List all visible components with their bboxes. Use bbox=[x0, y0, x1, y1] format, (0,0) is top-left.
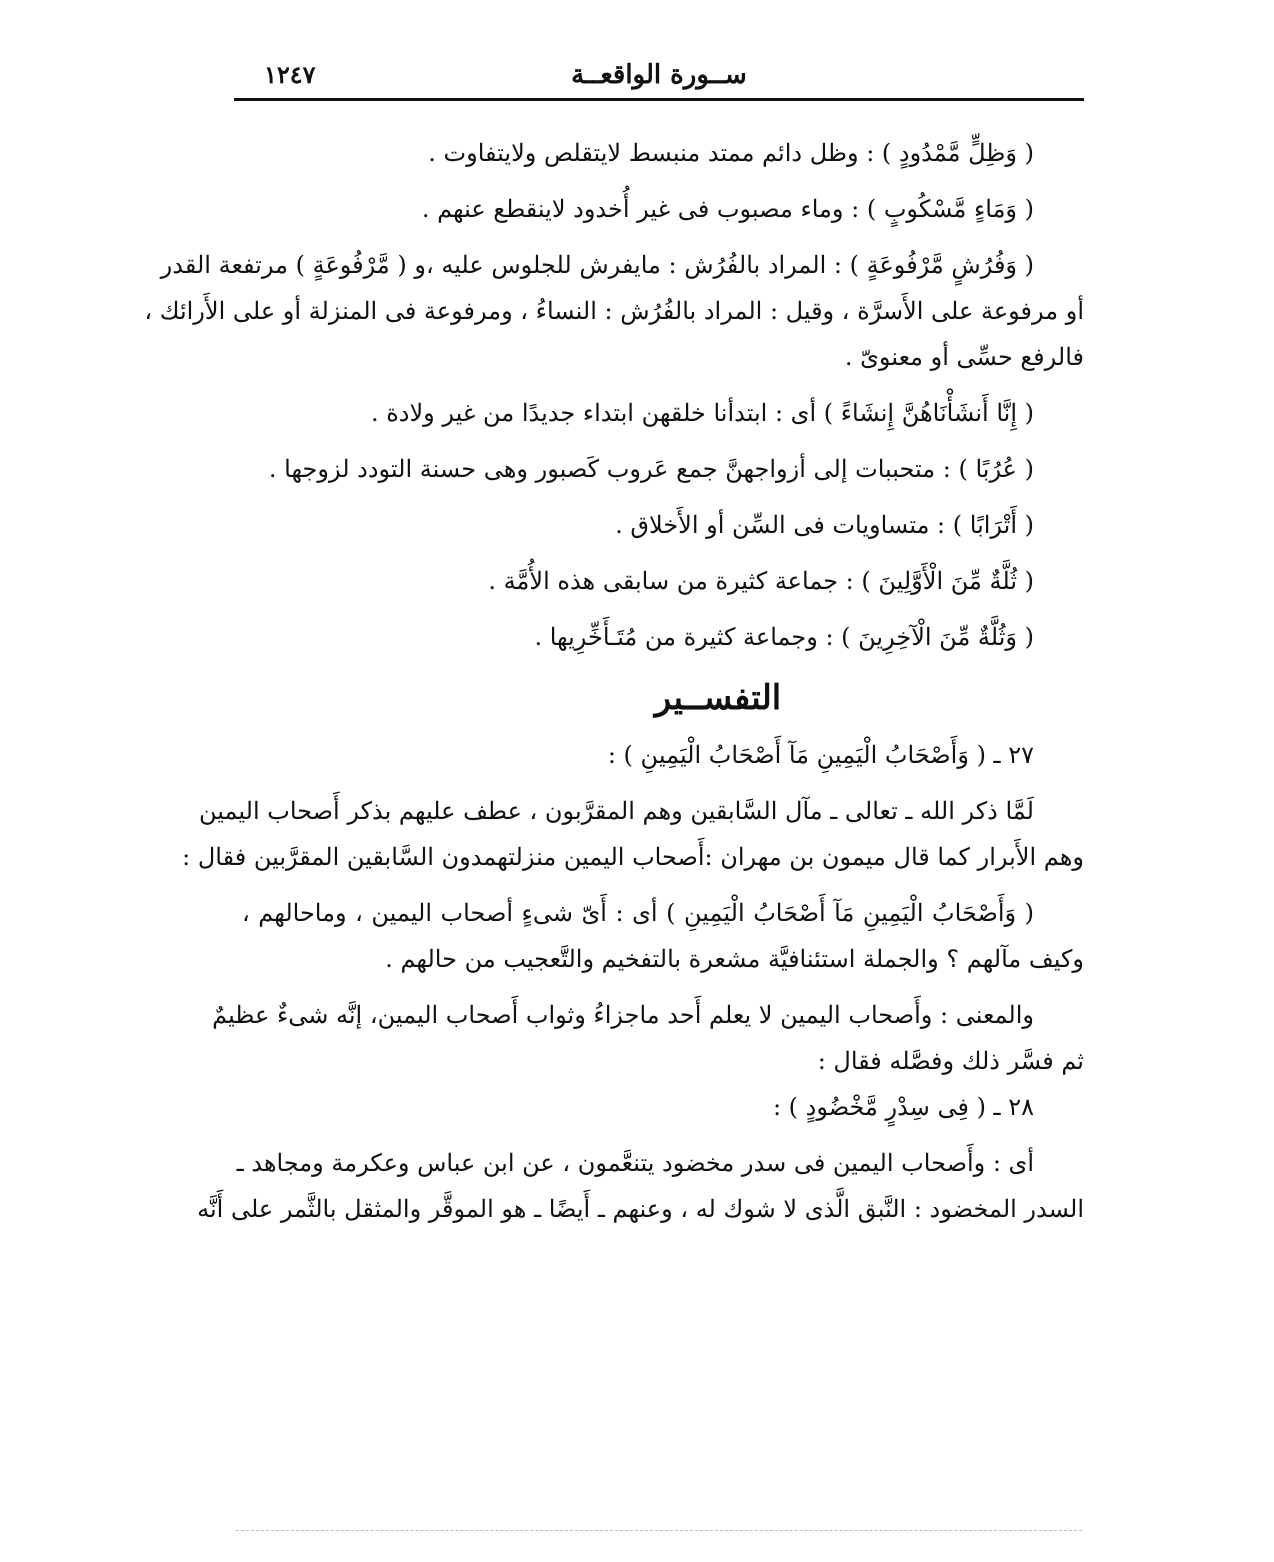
tafsir-paragraph bbox=[197, 1140, 1084, 1232]
vocab-line: ( أَتْرَابًا ) : متساويات فى السِّن أو الأَخلاق . bbox=[615, 511, 1034, 539]
section-heading: التفســير bbox=[654, 678, 782, 718]
vocab-entry bbox=[242, 614, 1084, 660]
paragraph-line: أى : وأَصحاب اليمين فى سدر مخضود يتنعَّمون ، عن ابن عباس وعكرمة ومجاهد ـ bbox=[236, 1149, 1034, 1177]
vocab-entry bbox=[144, 242, 1084, 380]
vocab-entry bbox=[242, 390, 1084, 436]
verse-line: ٢٧ ـ ( وَأَصْحَابُ الْيَمِينِ مَآ أَصْحَابُ الْيَمِينِ ) : bbox=[607, 741, 1034, 769]
verse-heading bbox=[242, 732, 1084, 778]
paragraph-line: ثم فسَّر ذلك وفصَّله فقال : bbox=[817, 1047, 1084, 1075]
paragraph-line: لَمَّا ذكر الله ـ تعالى ـ مآل السَّابقين وهم المقرَّبون ، عطف عليهم بذكر أَصحاب اليمين bbox=[199, 797, 1034, 825]
tafsir-paragraph bbox=[182, 788, 1084, 880]
vocab-line: ( وَظِلٍّ مَّمْدُودٍ ) : وظل دائم ممتد منبسط لايتقلص ولايتفاوت . bbox=[428, 139, 1034, 167]
page-body bbox=[144, 130, 1084, 1232]
vocab-line: ( وَمَاءٍ مَّسْكُوبٍ ) : وماء مصبوب فى غير أُخدود لاينقطع عنهم . bbox=[421, 195, 1034, 223]
page-header bbox=[236, 58, 1082, 98]
paragraph-line: والمعنى : وأَصحاب اليمين لا يعلم أَحد ماجزاءُ وثواب أَصحاب اليمين، إنَّه شىءٌ عظيمٌ bbox=[212, 1001, 1034, 1029]
vocab-entry bbox=[242, 502, 1084, 548]
paragraph-line: وكيف مآلهم ؟ والجملة استئنافيَّة مشعرة بالتفخيم والتَّعجيب من حالهم . bbox=[385, 945, 1084, 973]
verse-line: ٢٨ ـ ( فِى سِدْرٍ مَّخْضُودٍ ) : bbox=[772, 1093, 1034, 1121]
paragraph-line: السدر المخضود : النَّبق الَّذى لا شوك له ، وعنهم ـ أَيضًا ـ هو الموقَّر والمثقل بالثَّمر على أَنَّه bbox=[197, 1195, 1084, 1223]
verse-heading bbox=[242, 1084, 1084, 1130]
vocab-line: ( وَثُلَّةٌ مِّنَ الْآخِرِينَ ) : وجماعة كثيرة من مُتَـأَخِّرِيها . bbox=[534, 623, 1034, 651]
vocab-line: فالرفع حسِّى أو معنوىّ . bbox=[844, 343, 1084, 371]
vocab-entry bbox=[242, 558, 1084, 604]
vocab-line: ( وَفُرُشٍ مَّرْفُوعَةٍ ) : المراد بالفُرُش : مايفرش للجلوس عليه ،و ( مَّرْفُوعَةٍ ) مرتفعة القدر bbox=[160, 251, 1034, 279]
tafsir-paragraph bbox=[242, 890, 1084, 982]
paragraph-line: وهم الأَبرار كما قال ميمون بن مهران :أَصحاب اليمين منزلتهمدون السَّابقين المقرَّبين فقال : bbox=[182, 843, 1084, 871]
vocab-line: ( إِنَّا أَنشَأْنَاهُنَّ إِنشَاءً ) أى : ابتدأنا خلقهن ابتداء جديدًا من غير ولادة . bbox=[370, 399, 1034, 427]
tafsir-paragraph bbox=[212, 992, 1084, 1084]
surah-title: ســورة الواقعــة bbox=[571, 60, 747, 90]
scan-edge-line bbox=[236, 1530, 1082, 1531]
paragraph-line: ( وَأَصْحَابُ الْيَمِينِ مَآ أَصْحَابُ الْيَمِينِ ) أى : أَىّ شىءٍ أصحاب اليمين ، وماحالهم ، bbox=[242, 899, 1035, 927]
vocab-entry bbox=[242, 186, 1084, 232]
vocab-entry bbox=[242, 130, 1084, 176]
page-number: ١٢٤٧ bbox=[264, 60, 316, 89]
vocab-line: ( عُرُبًا ) : متحببات إلى أزواجهنَّ جمع عَروب كَصبور وهى حسنة التودد لزوجها . bbox=[268, 455, 1034, 483]
vocab-entry bbox=[242, 446, 1084, 492]
header-divider bbox=[234, 98, 1084, 101]
vocab-line: ( ثُلَّةٌ مِّنَ الْأَوَّلِينَ ) : جماعة كثيرة من سابقى هذه الأُمَّة . bbox=[488, 567, 1034, 595]
vocab-line: أو مرفوعة على الأَسرَّة ، وقيل : المراد بالفُرُش : النساءُ ، ومرفوعة فى المنزلة أو على الأَرائك ، bbox=[144, 297, 1084, 325]
